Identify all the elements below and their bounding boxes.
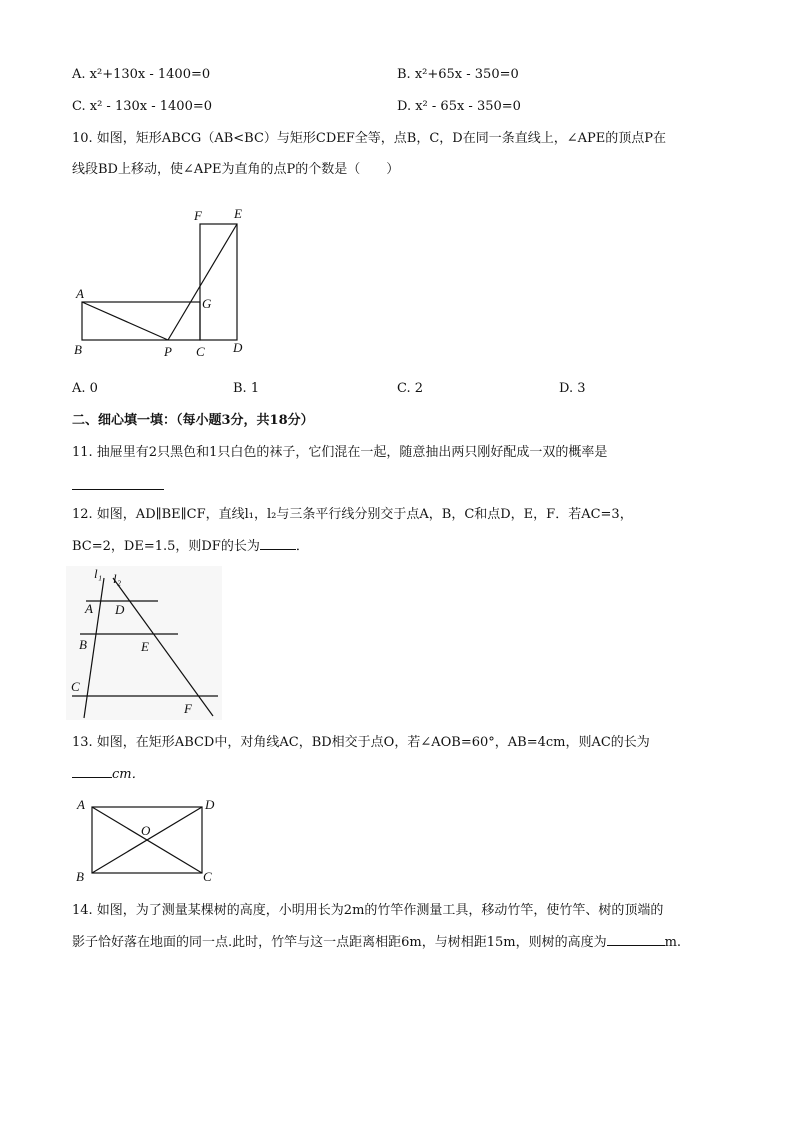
label-f: F: [184, 701, 192, 716]
q10-option-a: A. 0: [72, 381, 98, 396]
label-d: D: [233, 340, 243, 355]
q14-stem-line2: [72, 934, 681, 952]
q14-unit: m.: [664, 935, 682, 950]
label-e: E: [141, 639, 149, 654]
q9-option-a: A. x²+130x - 1400=0: [72, 67, 211, 82]
q12-stem-line2-text: BC=2，DE=1.5，则DF的长为: [72, 539, 260, 554]
label-p: P: [164, 344, 172, 359]
q12-figure: [66, 566, 222, 720]
section-heading: 二、细心填一填：（每小题3分，共18分）: [72, 413, 314, 428]
label-c: C: [203, 869, 212, 884]
label-c: C: [71, 679, 80, 694]
q11-answer-blank: [72, 489, 164, 490]
label-l2: l₂: [113, 571, 122, 586]
label-b: B: [74, 342, 82, 357]
label-a: A: [77, 797, 85, 812]
label-c: C: [196, 344, 205, 359]
q10-option-d: D. 3: [559, 381, 586, 396]
label-b: B: [76, 869, 84, 884]
q14-stem-line1: 14. 如图，为了测量某棵树的高度，小明用长为2m的竹竿作测量工具，移动竹竿，使竹竿、树的顶端的: [72, 903, 664, 918]
label-o: O: [141, 823, 151, 838]
q10-stem-line2: 线段BD上移动，使∠APE为直角的点P的个数是（ ）: [72, 162, 400, 177]
label-g: G: [202, 296, 212, 311]
q13-answer-blank: [72, 777, 112, 778]
label-e: E: [234, 206, 242, 221]
q13-stem-line1: 13. 如图，在矩形ABCD中，对角线AC，BD相交于点O，若∠AOB=60°，AB=4cm，则AC的长为: [72, 735, 650, 750]
label-a: A: [76, 286, 84, 301]
label-f: F: [194, 208, 202, 223]
q10-figure: [66, 200, 266, 365]
label-b: B: [79, 637, 87, 652]
q9-option-c: C. x² - 130x - 1400=0: [72, 99, 212, 114]
label-l1: l₁: [94, 566, 103, 581]
rect-abcg: [82, 302, 200, 340]
q12-stem-line2: [72, 538, 309, 556]
q12-stem-line1: 12. 如图，AD∥BE∥CF，直线l₁，l₂与三条平行线分别交于点A，B，C和点D，E，F．若AC=3，: [72, 507, 633, 522]
q11-stem: 11. 抽屉里有2只黑色和1只白色的袜子，它们混在一起，随意抽出两只刚好配成一双的概率是: [72, 445, 608, 460]
rect-cdef: [200, 224, 237, 340]
q13-figure: [72, 795, 222, 887]
q10-option-b: B. 1: [233, 381, 260, 396]
q9-option-b: B. x²+65x - 350=0: [397, 67, 519, 82]
q14-stem-line2-text: 影子恰好落在地面的同一点.此时，竹竿与这一点距离相距6m，与树相距15m，则树的高度为: [72, 935, 607, 950]
q12-stem-line2-end: ．: [295, 539, 309, 554]
q13-unit: cm．: [112, 767, 145, 782]
q9-option-d: D. x² - 65x - 350=0: [397, 99, 521, 114]
q10-option-c: C. 2: [397, 381, 424, 396]
segment-pe: [168, 224, 237, 340]
q14-answer-blank: [607, 945, 665, 946]
q10-stem-line1: 10. 如图，矩形ABCG（AB<BC）与矩形CDEF全等，点B，C，D在同一条直线上，∠APE的顶点P在: [72, 131, 666, 146]
segment-ap: [82, 302, 168, 340]
label-d: D: [115, 602, 125, 617]
label-a: A: [85, 601, 93, 616]
q12-answer-blank: [260, 549, 296, 550]
q13-stem-line2: [72, 766, 145, 784]
label-d: D: [205, 797, 215, 812]
